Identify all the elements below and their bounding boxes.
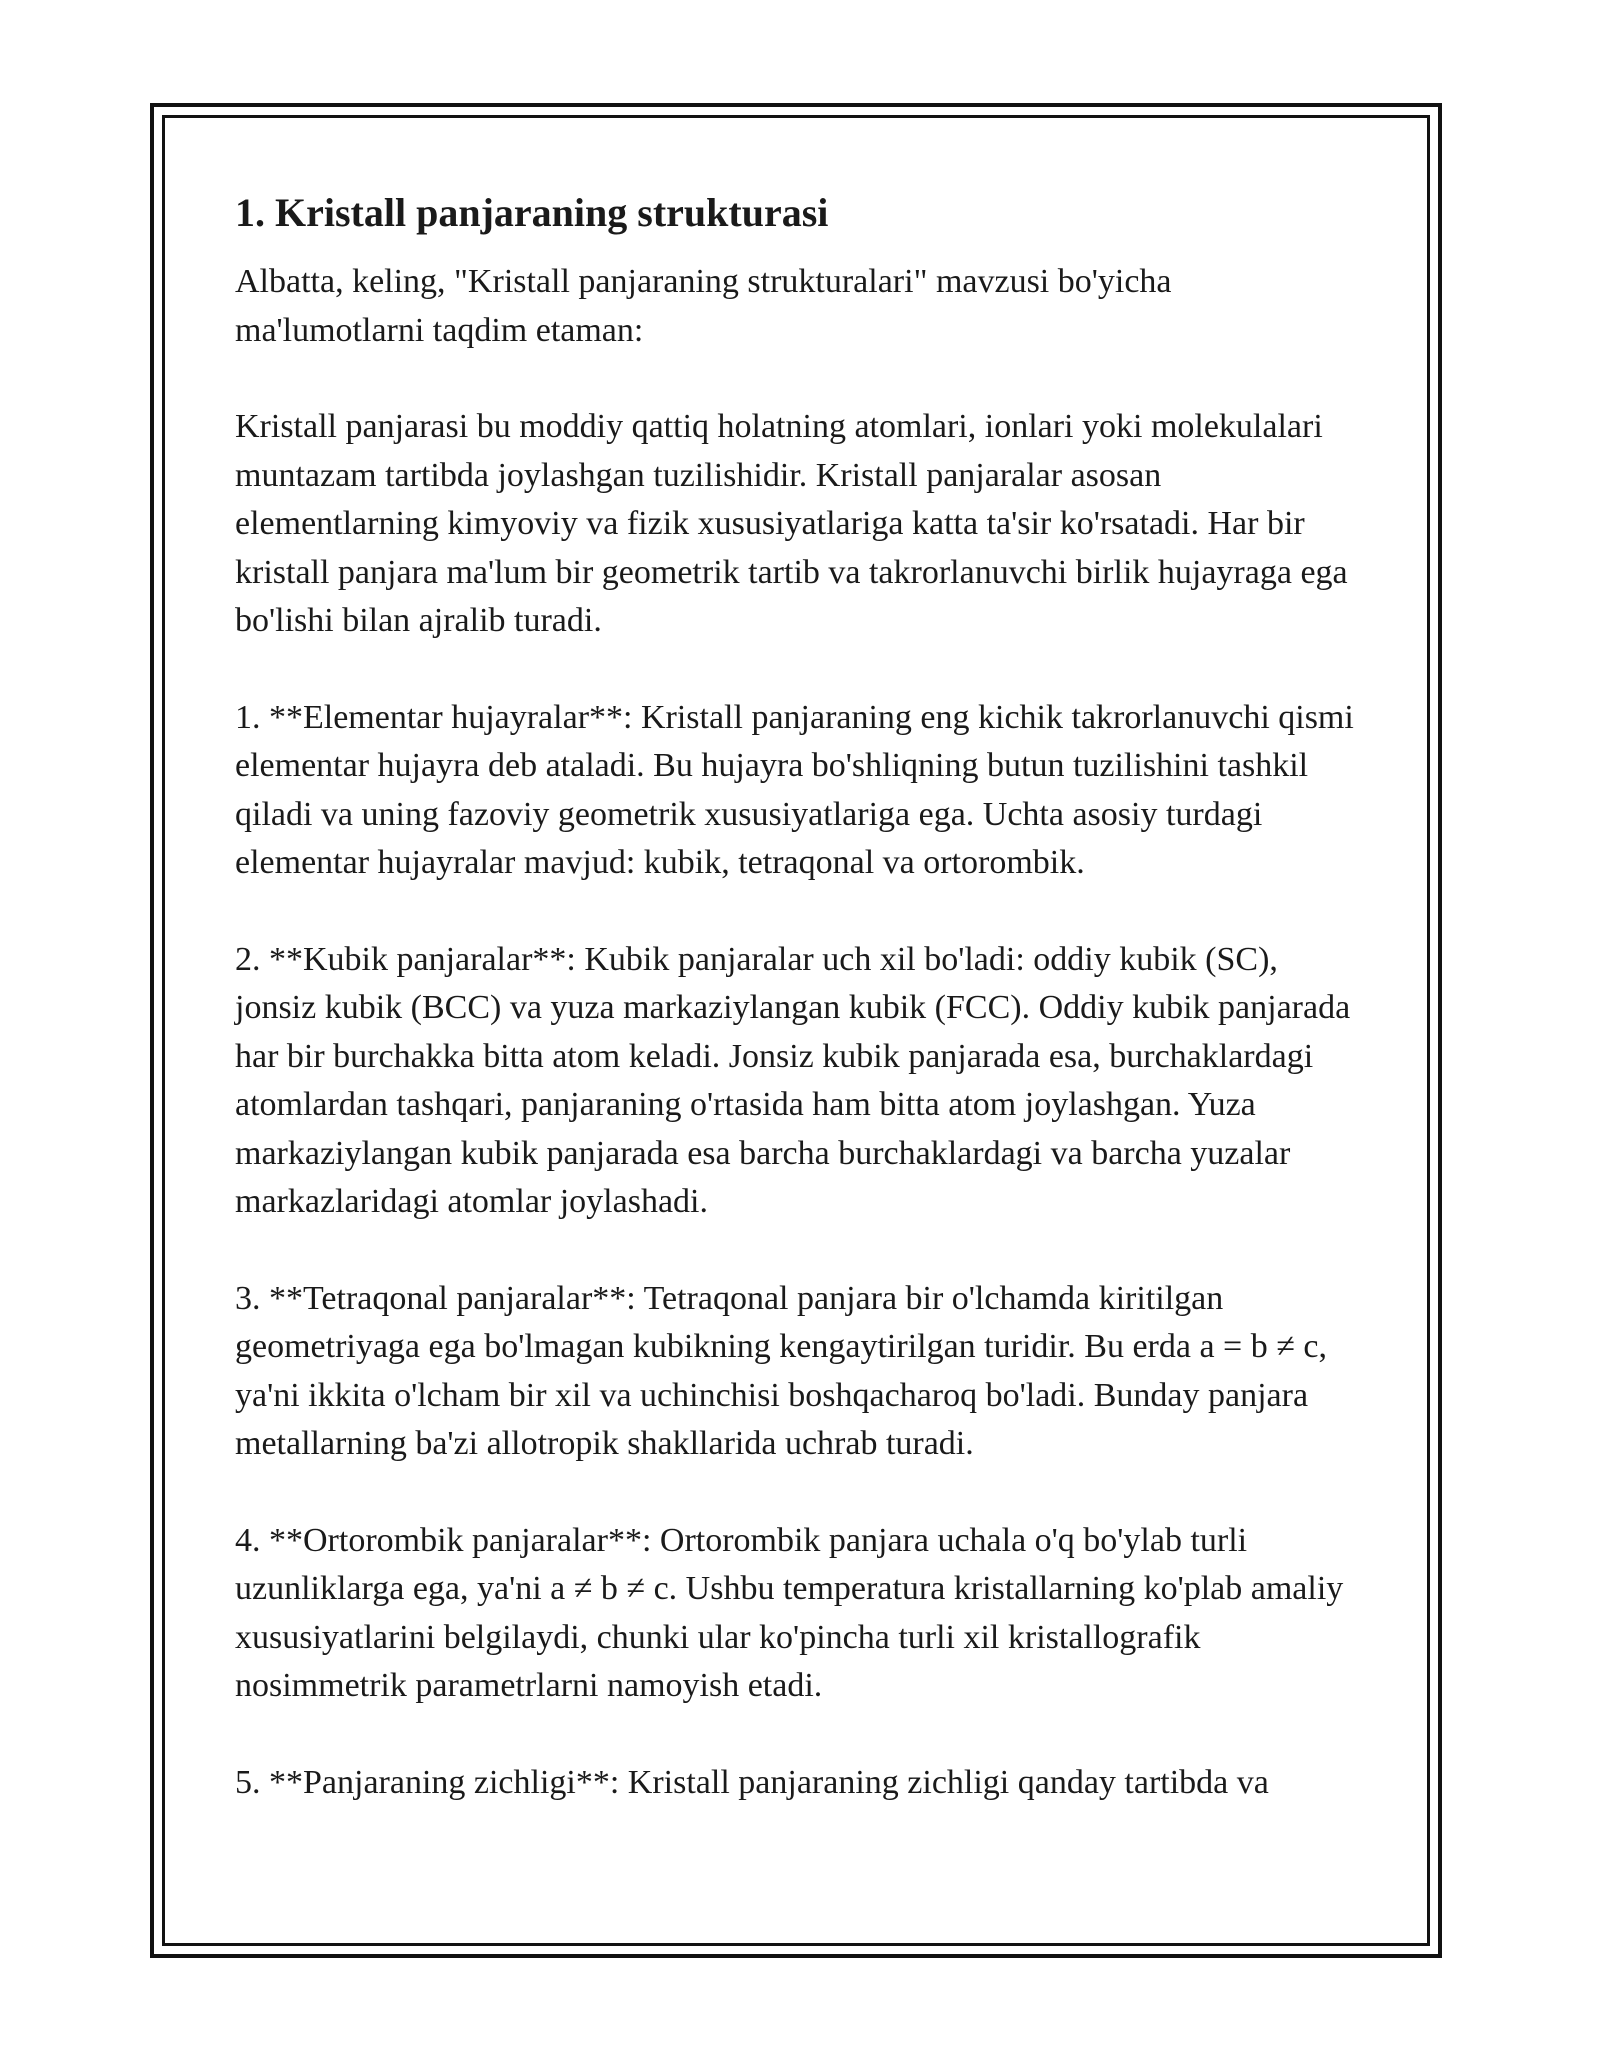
page-title: 1. Kristall panjaraning strukturasi — [235, 190, 829, 235]
definition-paragraph: Kristall panjarasi bu moddiy qattiq holatning atomlari, ionlari yoki molekulalari muntazam tartibda joylashgan tuzilishidir. Kristall panjaralar asosan elementlarning kimyoviy va fizik xususiyatlariga katta ta'sir ko'rsatadi. Har bir kristall panjara ma'lum bir geometrik tartib va takrorlanuvchi birlik hujayraga ega bo'lishi bilan ajralib turadi. — [235, 408, 1348, 639]
list-item-kubik-panjaralar: 2. **Kubik panjaralar**: Kubik panjaralar uch xil bo'ladi: oddiy kubik (SC), jonsiz kubik (BCC) va yuza markaziylangan kubik (FCC). Oddiy kubik panjarada har bir burchakka bitta atom keladi. Jonsiz kubik panjarada esa, burchaklardagi atomlardan tashqari, panjaraning o'rtasida ham bitta atom joylashgan. Yuza markaziylangan kubik panjarada esa barcha burchaklardagi va barcha yuzalar markazlaridagi atomlar joylashadi. — [235, 940, 1351, 1220]
list-item-ortorombik-panjaralar: 4. **Ortorombik panjaralar**: Ortorombik panjara uchala o'q bo'ylab turli uzunliklarga ega, ya'ni a ≠ b ≠ c. Ushbu temperatura kristallarning ko'plab amaliy xususiyatlarini belgilaydi, chunki ular ko'pincha turli xil kristallografik nosimmetrik parametrlarni namoyish etadi. — [235, 1521, 1344, 1704]
list-item-tetraqonal-panjaralar: 3. **Tetraqonal panjaralar**: Tetraqonal panjara bir o'lchamda kiritilgan geometriyaga ega bo'lmagan kubikning kengaytirilgan turidir. Bu erda a = b ≠ c, ya'ni ikkita o'lcham bir xil va uchinchisi boshqacharoq bo'ladi. Bunday panjara metallarning ba'zi allotropik shakllarida uchrab turadi. — [235, 1279, 1327, 1462]
list-item-elementar-hujayralar: 1. **Elementar hujayralar**: Kristall panjaraning eng kichik takrorlanuvchi qismi elementar hujayra deb ataladi. Bu hujayra bo'shliqning butun tuzilishini tashkil qiladi va uning fazoviy geometrik xususiyatlariga ega. Uchta asosiy turdagi elementar hujayralar mavjud: kubik, tetraqonal va ortorombik. — [235, 698, 1354, 881]
intro-paragraph: Albatta, keling, "Kristall panjaraning strukturalari" mavzusi bo'yicha ma'lumotlarni taqdim etaman: — [235, 263, 1172, 349]
list-item-panjaraning-zichligi: 5. **Panjaraning zichligi**: Kristall panjaraning zichligi qanday tartibda va — [235, 1763, 1269, 1801]
document-body — [235, 188, 1365, 1807]
